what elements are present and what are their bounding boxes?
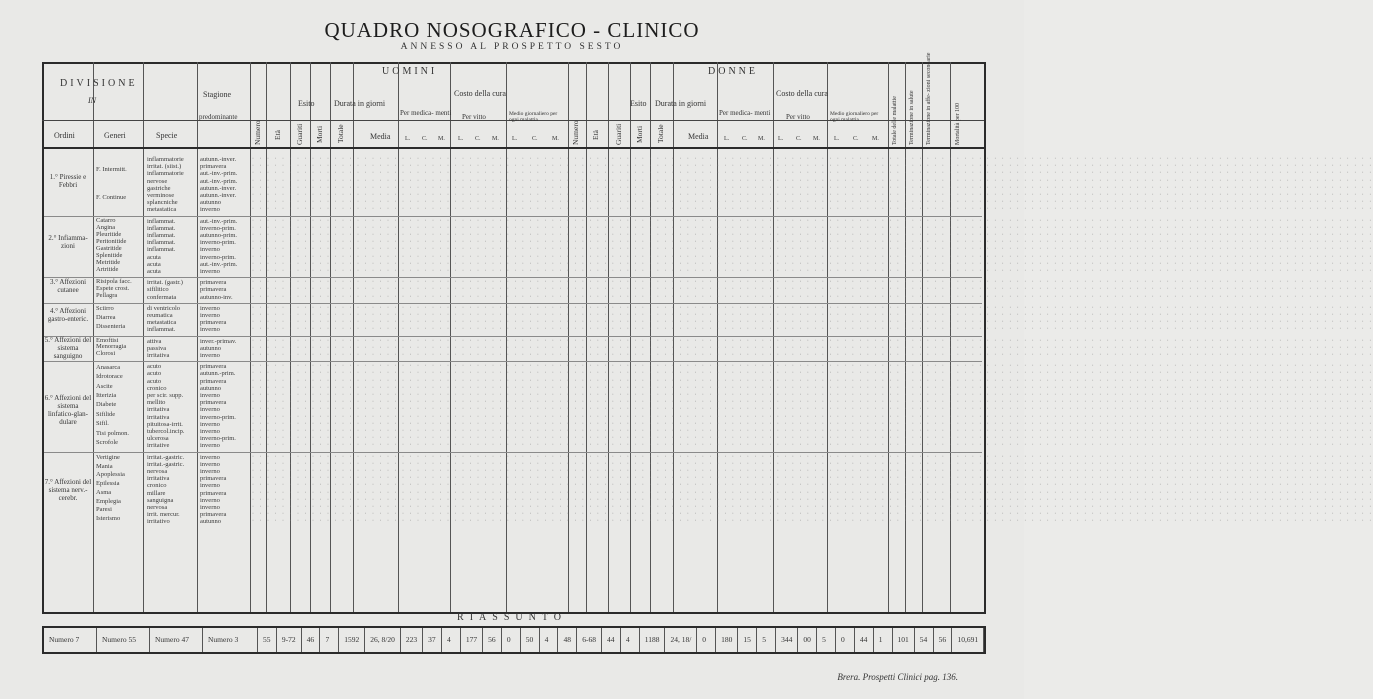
row-dot-leader: · · · · · · · · · · · · · · · · · · · · · · · · · · · · · · · · · · · · · · · · · · · · · · · · · · · · · · · · · · · · · · · · · · · · · · · · · · · · · · · · · · · · · · · · · · · · · · · · · · · · · · · · · · · · · · · · · · · · · · · · · · · · · · · · · · · · · · · · · · · · · · · · · · · · · ·	[252, 518, 1373, 525]
riassunto-cell: 44	[855, 628, 874, 652]
c-header: C.	[853, 136, 859, 142]
genere-label: Ascite	[96, 382, 113, 390]
row-dot-leader: · · · · · · · · · · · · · · · · · · · · · · · · · · · · · · · · · · · · · · · · · · · · · · · · · · · · · · · · · · · · · · · · · · · · · · · · · · · · · · · · · · · · · · · · · · · · · · · · · · · · · · · · · · · · · · · · · · · · · · · · · · · · · · · · · · · · · · · · · · · · · · · · · · · · · ·	[252, 337, 1373, 344]
stagione-label: inverno	[200, 496, 220, 504]
ordine-label: 7.° Affezioni del sistema nerv.-cerebr.	[44, 477, 92, 502]
genere-label: Sifil.	[96, 420, 109, 428]
specie-label: ulcerosa	[147, 435, 169, 443]
riassunto-cell: 56	[934, 628, 953, 652]
riassunto-cell: 6-68	[577, 628, 602, 652]
riassunto-cell: 101	[893, 628, 915, 652]
group-separator	[44, 361, 982, 362]
genere-label: Diabete	[96, 401, 117, 409]
genere-label: Risipola facc.	[96, 278, 132, 286]
specie-label: reumatica	[147, 312, 173, 319]
riassunto-cell: Numero 55	[97, 628, 150, 652]
donne-header: DONNE	[708, 66, 758, 77]
row-dot-leader: · · · · · · · · · · · · · · · · · · · · · · · · · · · · · · · · · · · · · · · · · · · · · · · · · · · · · · · · · · · · · · · · · · · · · · · · · · · · · · · · · · · · · · · · · · · · · · · · · · · · · · · · · · · · · · · · · · · · · · · · · · · · · · · · · · · · · · · · · · · · · · · · · · · · · ·	[252, 489, 1373, 496]
stagione-label: aut.-inv.-prim.	[200, 217, 238, 225]
riassunto-cell: 54	[915, 628, 934, 652]
riassunto-cell: 7	[320, 628, 339, 652]
specie-label: irritativo	[147, 518, 170, 526]
riassunto-cell: 37	[423, 628, 442, 652]
row-dot-leader: · · · · · · · · · · · · · · · · · · · · · · · · · · · · · · · · · · · · · · · · · · · · · · · · · · · · · · · · · · · · · · · · · · · · · · · · · · · · · · · · · · · · · · · · · · · · · · · · · · · · · · · · · · · · · · · · · · · · · · · · · · · · · · · · · · · · · · · · · · · · · · · · · · · · · ·	[252, 260, 1373, 267]
riassunto-cell: 0	[502, 628, 521, 652]
genere-label: Epilessia	[96, 480, 120, 488]
riassunto-label: RIASSUNTO	[457, 612, 567, 623]
specie-label: irritat. (siist.)	[147, 163, 182, 171]
specie-label: irritativa	[147, 352, 170, 359]
l-header: L.	[458, 136, 464, 142]
genere-label: Splenitide	[96, 251, 123, 259]
totale-malattie-header: Totale delle malattie	[892, 96, 898, 145]
medio-header-men: Medio giornaliero per ogni malattia	[509, 111, 558, 123]
c-header: C.	[742, 136, 748, 142]
stagione-label: inverno	[200, 312, 220, 319]
eta-header-men: Età	[273, 130, 282, 140]
specie-label: inflammatorie	[147, 170, 184, 178]
row-dot-leader: · · · · · · · · · · · · · · · · · · · · · · · · · · · · · · · · · · · · · · · · · · · · · · · · · · · · · · · · · · · · · · · · · · · · · · · · · · · · · · · · · · · · · · · · · · · · · · · · · · · · · · · · · · · · · · · · · · · · · · · · · · · · · · · · · · · · · · · · · · · · · · · · · · · · · ·	[252, 246, 1373, 253]
riassunto-cell: 46	[302, 628, 321, 652]
specie-label: inflammat.	[147, 246, 176, 254]
row-dot-leader: · · · · · · · · · · · · · · · · · · · · · · · · · · · · · · · · · · · · · · · · · · · · · · · · · · · · · · · · · · · · · · · · · · · · · · · · · · · · · · · · · · · · · · · · · · · · · · · · · · · · · · · · · · · · · · · · · · · · · · · · · · · · · · · · · · · · · · · · · · · · · · · · · · · · · ·	[252, 170, 1373, 177]
c-header: C.	[796, 136, 802, 142]
specie-label: acuto	[147, 377, 162, 385]
row-dot-leader: · · · · · · · · · · · · · · · · · · · · · · · · · · · · · · · · · · · · · · · · · · · · · · · · · · · · · · · · · · · · · · · · · · · · · · · · · · · · · · · · · · · · · · · · · · · · · · · · · · · · · · · · · · · · · · · · · · · · · · · · · · · · · · · · · · · · · · · · · · · · · · · · · · · · · ·	[252, 206, 1373, 213]
specie-label: irritativa	[147, 475, 170, 483]
specie-label: nervosa	[147, 468, 168, 475]
group-separator	[44, 277, 982, 278]
stagione-label: primavera	[200, 399, 227, 407]
mortalita-header: Mortalità per 100	[955, 103, 961, 145]
row-dot-leader: · · · · · · · · · · · · · · · · · · · · · · · · · · · · · · · · · · · · · · · · · · · · · · · · · · · · · · · · · · · · · · · · · · · · · · · · · · · · · · · · · · · · · · · · · · · · · · · · · · · · · · · · · · · · · · · · · · · · · · · · · · · · · · · · · · · · · · · · · · · · · · · · · · · · · ·	[252, 442, 1373, 449]
stagione-label: primavera	[200, 489, 227, 497]
ordine-label: 6.° Affezioni del sistema linfatico-glan- dulare	[44, 394, 92, 427]
row-dot-leader: · · · · · · · · · · · · · · · · · · · · · · · · · · · · · · · · · · · · · · · · · · · · · · · · · · · · · · · · · · · · · · · · · · · · · · · · · · · · · · · · · · · · · · · · · · · · · · · · · · · · · · · · · · · · · · · · · · · · · · · · · · · · · · · · · · · · · · · · · · · · · · · · · · · · · ·	[252, 420, 1373, 427]
specie-label: metastatica	[147, 319, 177, 327]
m-header: M.	[758, 136, 765, 142]
stagione-label: inverno	[200, 460, 220, 468]
specie-label: irritat.-gastric.	[147, 460, 185, 468]
row-dot-leader: · · · · · · · · · · · · · · · · · · · · · · · · · · · · · · · · · · · · · · · · · · · · · · · · · · · · · · · · · · · · · · · · · · · · · · · · · · · · · · · · · · · · · · · · · · · · · · · · · · · · · · · · · · · · · · · · · · · · · · · · · · · · · · · · · · · · · · · · · · · · · · · · · · · · · ·	[252, 156, 1373, 162]
stagione-label: inverno	[200, 420, 220, 428]
riassunto-cell: 344	[776, 628, 798, 652]
specie-label: sifilitico	[147, 286, 169, 294]
row-dot-leader: · · · · · · · · · · · · · · · · · · · · · · · · · · · · · · · · · · · · · · · · · · · · · · · · · · · · · · · · · · · · · · · · · · · · · · · · · · · · · · · · · · · · · · · · · · · · · · · · · · · · · · · · · · · · · · · · · · · · · · · · · · · · · · · · · · · · · · · · · · · · · · · · · · · · · ·	[252, 217, 1373, 224]
specie-label: attiva	[147, 337, 162, 345]
stagione-label: autunn.-prim.	[200, 370, 236, 378]
costo-header-men: Costo della cura	[454, 89, 506, 98]
stagione-label: inverno	[200, 352, 220, 359]
row-dot-leader: · · · · · · · · · · · · · · · · · · · · · · · · · · · · · · · · · · · · · · · · · · · · · · · · · · · · · · · · · · · · · · · · · · · · · · · · · · · · · · · · · · · · · · · · · · · · · · · · · · · · · · · · · · · · · · · · · · · · · · · · · · · · · · · · · · · · · · · · · · · · · · · · · · · · · ·	[252, 482, 1373, 489]
row-dot-leader: · · · · · · · · · · · · · · · · · · · · · · · · · · · · · · · · · · · · · · · · · · · · · · · · · · · · · · · · · · · · · · · · · · · · · · · · · · · · · · · · · · · · · · · · · · · · · · · · · · · · · · · · · · · · · · · · · · · · · · · · · · · · · · · · · · · · · · · · · · · · · · · · · · · · · ·	[252, 384, 1373, 391]
m-header: M.	[872, 136, 879, 142]
riassunto-row	[42, 626, 986, 654]
morti-header-women: Morti	[635, 125, 644, 143]
specie-label: di ventricolo	[147, 304, 181, 312]
durata-header-women: Durata in giorni	[655, 99, 707, 108]
specie-label: inflammatorie	[147, 156, 184, 163]
specie-label: millare	[147, 489, 166, 497]
page-footer: Brera. Prospetti Clinici pag. 136.	[837, 672, 958, 682]
row-dot-leader: · · · · · · · · · · · · · · · · · · · · · · · · · · · · · · · · · · · · · · · · · · · · · · · · · · · · · · · · · · · · · · · · · · · · · · · · · · · · · · · · · · · · · · · · · · · · · · · · · · · · · · · · · · · · · · · · · · · · · · · · · · · · · · · · · · · · · · · · · · · · · · · · · · · · · ·	[252, 399, 1373, 406]
row-dot-leader: · · · · · · · · · · · · · · · · · · · · · · · · · · · · · · · · · · · · · · · · · · · · · · · · · · · · · · · · · · · · · · · · · · · · · · · · · · · · · · · · · · · · · · · · · · · · · · · · · · · · · · · · · · · · · · · · · · · · · · · · · · · · · · · · · · · · · · · · · · · · · · · · · · · · · ·	[252, 279, 1373, 286]
row-dot-leader: · · · · · · · · · · · · · · · · · · · · · · · · · · · · · · · · · · · · · · · · · · · · · · · · · · · · · · · · · · · · · · · · · · · · · · · · · · · · · · · · · · · · · · · · · · · · · · · · · · · · · · · · · · · · · · · · · · · · · · · · · · · · · · · · · · · · · · · · · · · · · · · · · · · · · ·	[252, 268, 1373, 274]
riassunto-cell: 15	[738, 628, 757, 652]
specie-label: gastriche	[147, 184, 171, 192]
genere-label: Metritide	[96, 258, 121, 266]
row-dot-leader: · · · · · · · · · · · · · · · · · · · · · · · · · · · · · · · · · · · · · · · · · · · · · · · · · · · · · · · · · · · · · · · · · · · · · · · · · · · · · · · · · · · · · · · · · · · · · · · · · · · · · · · · · · · · · · · · · · · · · · · · · · · · · · · · · · · · · · · · · · · · · · · · · · · · · ·	[252, 312, 1373, 318]
stagione-label: inverno	[200, 428, 220, 435]
stagione-label: inverno	[200, 246, 220, 254]
genere-label: Emplegia	[96, 497, 121, 505]
durata-header-men: Durata in giorni	[334, 99, 386, 108]
esito-header-men: Esito	[298, 99, 315, 108]
eta-header-women: Età	[591, 130, 600, 140]
riassunto-cell: 24, 18/	[665, 628, 697, 652]
row-dot-leader: · · · · · · · · · · · · · · · · · · · · · · · · · · · · · · · · · · · · · · · · · · · · · · · · · · · · · · · · · · · · · · · · · · · · · · · · · · · · · · · · · · · · · · · · · · · · · · · · · · · · · · · · · · · · · · · · · · · · · · · · · · · · · · · · · · · · · · · · · · · · · · · · · · · · · ·	[252, 377, 1373, 384]
riassunto-cell: 0	[836, 628, 855, 652]
medio-header-women: Medio giornaliero per ogni malattia	[830, 111, 879, 123]
stagione-label: autunn.-inver.	[200, 184, 237, 192]
row-dot-leader: · · · · · · · · · · · · · · · · · · · · · · · · · · · · · · · · · · · · · · · · · · · · · · · · · · · · · · · · · · · · · · · · · · · · · · · · · · · · · · · · · · · · · · · · · · · · · · · · · · · · · · · · · · · · · · · · · · · · · · · · · · · · · · · · · · · · · · · · · · · · · · · · · · · · · ·	[252, 475, 1373, 482]
stagione-label: primavera	[200, 319, 227, 327]
riassunto-cell: 1188	[640, 628, 666, 652]
l-header: L.	[834, 136, 840, 142]
row-dot-leader: · · · · · · · · · · · · · · · · · · · · · · · · · · · · · · · · · · · · · · · · · · · · · · · · · · · · · · · · · · · · · · · · · · · · · · · · · · · · · · · · · · · · · · · · · · · · · · · · · · · · · · · · · · · · · · · · · · · · · · · · · · · · · · · · · · · · · · · · · · · · · · · · · · · · · ·	[252, 199, 1373, 206]
specie-label: inflammat.	[147, 232, 176, 239]
riassunto-cell: 5	[817, 628, 836, 652]
per-vitto-header-women: Per vitto	[786, 113, 810, 121]
specie-label: metastatica	[147, 206, 177, 214]
row-dot-leader: · · · · · · · · · · · · · · · · · · · · · · · · · · · · · · · · · · · · · · · · · · · · · · · · · · · · · · · · · · · · · · · · · · · · · · · · · · · · · · · · · · · · · · · · · · · · · · · · · · · · · · · · · · · · · · · · · · · · · · · · · · · · · · · · · · · · · · · · · · · · · · · · · · · · · ·	[252, 163, 1373, 170]
stagione-header: Stagione	[203, 90, 231, 99]
riassunto-cell: Numero 47	[150, 628, 203, 652]
stagione-label: inverno	[200, 482, 220, 490]
row-dot-leader: · · · · · · · · · · · · · · · · · · · · · · · · · · · · · · · · · · · · · · · · · · · · · · · · · · · · · · · · · · · · · · · · · · · · · · · · · · · · · · · · · · · · · · · · · · · · · · · · · · · · · · · · · · · · · · · · · · · · · · · · · · · · · · · · · · · · · · · · · · · · · · · · · · · · · ·	[252, 468, 1373, 474]
stagione-label: autunn.-inver.	[200, 192, 237, 199]
genere-label: F. Continue	[96, 193, 127, 201]
riassunto-cell: 48	[558, 628, 577, 652]
ordine-label: 3.° Affezioni cutanee	[49, 278, 87, 294]
group-separator	[44, 303, 982, 304]
in-header: IN	[88, 96, 96, 105]
stagione-label: autunno-prim.	[200, 232, 238, 239]
specie-label: pituitosa-irrit.	[147, 420, 183, 428]
row-dot-leader: · · · · · · · · · · · · · · · · · · · · · · · · · · · · · · · · · · · · · · · · · · · · · · · · · · · · · · · · · · · · · · · · · · · · · · · · · · · · · · · · · · · · · · · · · · · · · · · · · · · · · · · · · · · · · · · · · · · · · · · · · · · · · · · · · · · · · · · · · · · · · · · · · · · · · ·	[252, 352, 1373, 358]
riassunto-cell: 00	[798, 628, 817, 652]
totale-header-women: Totale	[656, 124, 665, 143]
numero-header-men: Numero	[253, 120, 262, 145]
predominante-header: predominante	[199, 113, 238, 121]
stagione-label: inverno	[200, 268, 220, 275]
m-header: M.	[813, 136, 820, 142]
stagione-label: inverno	[200, 326, 220, 334]
row-dot-leader: · · · · · · · · · · · · · · · · · · · · · · · · · · · · · · · · · · · · · · · · · · · · · · · · · · · · · · · · · · · · · · · · · · · · · · · · · · · · · · · · · · · · · · · · · · · · · · · · · · · · · · · · · · · · · · · · · · · · · · · · · · · · · · · · · · · · · · · · · · · · · · · · · · · · · ·	[252, 184, 1373, 191]
column-line	[143, 62, 144, 612]
specie-label: splancniche	[147, 199, 178, 207]
genere-label: Sciirro	[96, 305, 114, 313]
stagione-label: inverno	[200, 468, 220, 475]
genere-label: Pellagra	[96, 291, 118, 299]
ordini-header: Ordini	[54, 131, 75, 140]
stagione-label: primavera	[200, 279, 227, 287]
specie-label: irritativa	[147, 413, 170, 421]
row-dot-leader: · · · · · · · · · · · · · · · · · · · · · · · · · · · · · · · · · · · · · · · · · · · · · · · · · · · · · · · · · · · · · · · · · · · · · · · · · · · · · · · · · · · · · · · · · · · · · · · · · · · · · · · · · · · · · · · · · · · · · · · · · · · · · · · · · · · · · · · · · · · · · · · · · · · · · ·	[252, 239, 1373, 246]
column-line	[93, 62, 94, 612]
guariti-header-men: Guariti	[295, 123, 304, 145]
specie-label: irrit. mercur.	[147, 511, 180, 519]
specie-label: acuto	[147, 363, 162, 371]
l-header: L.	[724, 136, 730, 142]
genere-label: Peritonitide	[96, 237, 127, 245]
stagione-label: autunn.-inver.	[200, 156, 237, 163]
stagione-label: inverno	[200, 392, 220, 399]
specie-label: acuta	[147, 253, 161, 261]
per-medicamenti-header-men: Per medica- menti	[400, 109, 452, 117]
specie-label: irritativa	[147, 406, 170, 414]
specie-label: inflammat.	[147, 217, 176, 225]
stagione-label: inverno-prim.	[200, 224, 236, 232]
generi-header: Generi	[104, 131, 126, 140]
stagione-label: autunno	[200, 518, 221, 526]
group-separator	[44, 336, 982, 337]
row-dot-leader: · · · · · · · · · · · · · · · · · · · · · · · · · · · · · · · · · · · · · · · · · · · · · · · · · · · · · · · · · · · · · · · · · · · · · · · · · · · · · · · · · · · · · · · · · · · · · · · · · · · · · · · · · · · · · · · · · · · · · · · · · · · · · · · · · · · · · · · · · · · · · · · · · · · · · ·	[252, 406, 1373, 413]
l-header: L.	[405, 136, 411, 142]
row-dot-leader: · · · · · · · · · · · · · · · · · · · · · · · · · · · · · · · · · · · · · · · · · · · · · · · · · · · · · · · · · · · · · · · · · · · · · · · · · · · · · · · · · · · · · · · · · · · · · · · · · · · · · · · · · · · · · · · · · · · · · · · · · · · · · · · · · · · · · · · · · · · · · · · · · · · · · ·	[252, 435, 1373, 442]
riassunto-cell: 44	[602, 628, 621, 652]
stagione-label: inverno	[200, 206, 220, 214]
specie-label: confermata	[147, 293, 177, 301]
riassunto-cell: 9-72	[277, 628, 302, 652]
row-dot-leader: · · · · · · · · · · · · · · · · · · · · · · · · · · · · · · · · · · · · · · · · · · · · · · · · · · · · · · · · · · · · · · · · · · · · · · · · · · · · · · · · · · · · · · · · · · · · · · · · · · · · · · · · · · · · · · · · · · · · · · · · · · · · · · · · · · · · · · · · · · · · · · · · · · · · · ·	[252, 253, 1373, 260]
specie-label: sanguigna	[147, 496, 174, 504]
m-header: M.	[438, 136, 445, 142]
specie-label: acuta	[147, 260, 161, 268]
row-dot-leader: · · · · · · · · · · · · · · · · · · · · · · · · · · · · · · · · · · · · · · · · · · · · · · · · · · · · · · · · · · · · · · · · · · · · · · · · · · · · · · · · · · · · · · · · · · · · · · · · · · · · · · · · · · · · · · · · · · · · · · · · · · · · · · · · · · · · · · · · · · · · · · · · · · · · · ·	[252, 177, 1373, 184]
numero-header-women: Numero	[571, 120, 580, 145]
specie-label: verminose	[147, 192, 175, 199]
row-dot-leader: · · · · · · · · · · · · · · · · · · · · · · · · · · · · · · · · · · · · · · · · · · · · · · · · · · · · · · · · · · · · · · · · · · · · · · · · · · · · · · · · · · · · · · · · · · · · · · · · · · · · · · · · · · · · · · · · · · · · · · · · · · · · · · · · · · · · · · · · · · · · · · · · · · · · · ·	[252, 304, 1373, 311]
stagione-label: aut.-inv.-prim.	[200, 177, 238, 185]
row-dot-leader: · · · · · · · · · · · · · · · · · · · · · · · · · · · · · · · · · · · · · · · · · · · · · · · · · · · · · · · · · · · · · · · · · · · · · · · · · · · · · · · · · · · · · · · · · · · · · · · · · · · · · · · · · · · · · · · · · · · · · · · · · · · · · · · · · · · · · · · · · · · · · · · · · · · · · ·	[252, 496, 1373, 503]
genere-label: Clorosi	[96, 349, 116, 357]
row-dot-leader: · · · · · · · · · · · · · · · · · · · · · · · · · · · · · · · · · · · · · · · · · · · · · · · · · · · · · · · · · · · · · · · · · · · · · · · · · · · · · · · · · · · · · · · · · · · · · · · · · · · · · · · · · · · · · · · · · · · · · · · · · · · · · · · · · · · · · · · · · · · · · · · · · · · · · ·	[252, 428, 1373, 434]
column-line	[197, 62, 198, 612]
page-title: QUADRO NOSOGRAFICO - CLINICO	[324, 18, 700, 42]
group-separator	[44, 452, 982, 453]
specie-label: acuta	[147, 268, 161, 275]
stagione-label: primavera	[200, 377, 227, 385]
media-header-women: Media	[688, 132, 709, 141]
genere-label: Gastritide	[96, 244, 122, 252]
per-medicamenti-header-women: Per medica- menti	[719, 109, 771, 117]
stagione-label: inverno-prim.	[200, 435, 236, 443]
uomini-header: UOMINI	[382, 66, 438, 77]
ordine-label: 2.° Infiamma- zioni	[48, 234, 88, 251]
riassunto-cell: 1592	[339, 628, 365, 652]
stagione-label: autunno	[200, 344, 221, 352]
genere-label: Isterismo	[96, 515, 121, 523]
esito-header-women: Esito	[630, 99, 647, 108]
genere-label: Diarrea	[96, 314, 116, 322]
riassunto-cell: 4	[442, 628, 461, 652]
terminazione-salute-header: Terminazione in salute	[909, 90, 915, 145]
c-header: C.	[422, 136, 428, 142]
genere-label: Vertigine	[96, 453, 120, 461]
specie-label: nervose	[147, 177, 168, 185]
riassunto-cell: 26, 8/20	[365, 628, 401, 652]
genere-label: Menorragia	[96, 343, 127, 351]
genere-label: F. Intermitt.	[96, 165, 127, 173]
header-bottom-line	[42, 147, 984, 149]
row-dot-leader: · · · · · · · · · · · · · · · · · · · · · · · · · · · · · · · · · · · · · · · · · · · · · · · · · · · · · · · · · · · · · · · · · · · · · · · · · · · · · · · · · · · · · · · · · · · · · · · · · · · · · · · · · · · · · · · · · · · · · · · · · · · · · · · · · · · · · · · · · · · · · · · · · · · · · ·	[252, 293, 1373, 300]
riassunto-cell: Numero 7	[44, 628, 97, 652]
stagione-label: inverno	[200, 304, 220, 312]
riassunto-cell: 180	[716, 628, 738, 652]
stagione-label: inverno-prim.	[200, 413, 236, 421]
specie-label: per scir. supp.	[147, 392, 184, 399]
m-header: M.	[552, 136, 559, 142]
genere-label: Sifilide	[96, 410, 116, 418]
riassunto-cell: 55	[258, 628, 277, 652]
genere-label: Idrotorace	[96, 373, 123, 381]
genere-label: Mania	[96, 462, 113, 470]
stagione-label: aut.-inv.-prim.	[200, 170, 238, 178]
riassunto-cell: 223	[401, 628, 423, 652]
costo-header-women: Costo della cura	[776, 89, 828, 98]
row-dot-leader: · · · · · · · · · · · · · · · · · · · · · · · · · · · · · · · · · · · · · · · · · · · · · · · · · · · · · · · · · · · · · · · · · · · · · · · · · · · · · · · · · · · · · · · · · · · · · · · · · · · · · · · · · · · · · · · · · · · · · · · · · · · · · · · · · · · · · · · · · · · · · · · · · · · · · ·	[252, 344, 1373, 351]
stagione-label: inverno	[200, 504, 220, 511]
stagione-label: primavera	[200, 286, 227, 294]
ordine-label: 4.° Affezioni gastro-enteric.	[47, 307, 89, 324]
totale-header-men: Totale	[336, 124, 345, 143]
specie-header: Specie	[156, 131, 178, 140]
stagione-label: primavera	[200, 363, 227, 371]
riassunto-cell: 56	[483, 628, 502, 652]
specie-label: inflammat.	[147, 326, 176, 334]
riassunto-cell: 177	[461, 628, 483, 652]
genere-label: Anasarca	[96, 363, 121, 371]
specie-label: irritative	[147, 442, 170, 450]
specie-label: passiva	[147, 344, 167, 352]
row-dot-leader: · · · · · · · · · · · · · · · · · · · · · · · · · · · · · · · · · · · · · · · · · · · · · · · · · · · · · · · · · · · · · · · · · · · · · · · · · · · · · · · · · · · · · · · · · · · · · · · · · · · · · · · · · · · · · · · · · · · · · · · · · · · · · · · · · · · · · · · · · · · · · · · · · · · · · ·	[252, 326, 1373, 333]
specie-label: irritat. (gastr.)	[147, 279, 183, 287]
row-dot-leader: · · · · · · · · · · · · · · · · · · · · · · · · · · · · · · · · · · · · · · · · · · · · · · · · · · · · · · · · · · · · · · · · · · · · · · · · · · · · · · · · · · · · · · · · · · · · · · · · · · · · · · · · · · · · · · · · · · · · · · · · · · · · · · · · · · · · · · · · · · · · · · · · · · · · · ·	[252, 192, 1373, 198]
row-dot-leader: · · · · · · · · · · · · · · · · · · · · · · · · · · · · · · · · · · · · · · · · · · · · · · · · · · · · · · · · · · · · · · · · · · · · · · · · · · · · · · · · · · · · · · · · · · · · · · · · · · · · · · · · · · · · · · · · · · · · · · · · · · · · · · · · · · · · · · · · · · · · · · · · · · · · · ·	[252, 504, 1373, 510]
guariti-header-women: Guariti	[614, 123, 623, 145]
group-separator	[44, 216, 982, 217]
row-dot-leader: · · · · · · · · · · · · · · · · · · · · · · · · · · · · · · · · · · · · · · · · · · · · · · · · · · · · · · · · · · · · · · · · · · · · · · · · · · · · · · · · · · · · · · · · · · · · · · · · · · · · · · · · · · · · · · · · · · · · · · · · · · · · · · · · · · · · · · · · · · · · · · · · · · · · · ·	[252, 392, 1373, 398]
row-dot-leader: · · · · · · · · · · · · · · · · · · · · · · · · · · · · · · · · · · · · · · · · · · · · · · · · · · · · · · · · · · · · · · · · · · · · · · · · · · · · · · · · · · · · · · · · · · · · · · · · · · · · · · · · · · · · · · · · · · · · · · · · · · · · · · · · · · · · · · · · · · · · · · · · · · · · · ·	[252, 286, 1373, 293]
row-dot-leader: · · · · · · · · · · · · · · · · · · · · · · · · · · · · · · · · · · · · · · · · · · · · · · · · · · · · · · · · · · · · · · · · · · · · · · · · · · · · · · · · · · · · · · · · · · · · · · · · · · · · · · · · · · · · · · · · · · · · · · · · · · · · · · · · · · · · · · · · · · · · · · · · · · · · · ·	[252, 370, 1373, 377]
riassunto-cell: 10,691	[952, 628, 984, 652]
genere-label: Pleuritide	[96, 230, 122, 238]
stagione-label: primavera	[200, 511, 227, 519]
specie-label: inflammat.	[147, 224, 176, 232]
riassunto-cell: 4	[540, 628, 559, 652]
genere-label: Asma	[96, 488, 112, 496]
row-dot-leader: · · · · · · · · · · · · · · · · · · · · · · · · · · · · · · · · · · · · · · · · · · · · · · · · · · · · · · · · · · · · · · · · · · · · · · · · · · · · · · · · · · · · · · · · · · · · · · · · · · · · · · · · · · · · · · · · · · · · · · · · · · · · · · · · · · · · · · · · · · · · · · · · · · · · · ·	[252, 413, 1373, 420]
stagione-label: inverno-prim.	[200, 239, 236, 247]
genere-label: Angina	[96, 224, 116, 232]
genere-label: Dissenteria	[96, 323, 126, 331]
per-vitto-header-men: Per vitto	[462, 113, 486, 121]
specie-label: cronico	[147, 384, 167, 392]
riassunto-cell: 50	[521, 628, 540, 652]
riassunto-cell: 1	[874, 628, 893, 652]
stagione-label: inverno	[200, 453, 220, 461]
c-header: C.	[475, 136, 481, 142]
terminazione-affezioni-header: Terminazione in affe- zioni secondarie	[926, 52, 932, 145]
ordine-label: 5.° Affezioni del sistema sanguigno	[44, 336, 92, 361]
row-dot-leader: · · · · · · · · · · · · · · · · · · · · · · · · · · · · · · · · · · · · · · · · · · · · · · · · · · · · · · · · · · · · · · · · · · · · · · · · · · · · · · · · · · · · · · · · · · · · · · · · · · · · · · · · · · · · · · · · · · · · · · · · · · · · · · · · · · · · · · · · · · · · · · · · · · · · · ·	[252, 224, 1373, 231]
stagione-label: inverno-prim.	[200, 253, 236, 261]
row-dot-leader: · · · · · · · · · · · · · · · · · · · · · · · · · · · · · · · · · · · · · · · · · · · · · · · · · · · · · · · · · · · · · · · · · · · · · · · · · · · · · · · · · · · · · · · · · · · · · · · · · · · · · · · · · · · · · · · · · · · · · · · · · · · · · · · · · · · · · · · · · · · · · · · · · · · · · ·	[252, 460, 1373, 467]
ordine-label: 1.° Piressie e Febbri	[49, 172, 87, 189]
row-dot-leader: · · · · · · · · · · · · · · · · · · · · · · · · · · · · · · · · · · · · · · · · · · · · · · · · · · · · · · · · · · · · · · · · · · · · · · · · · · · · · · · · · · · · · · · · · · · · · · · · · · · · · · · · · · · · · · · · · · · · · · · · · · · · · · · · · · · · · · · · · · · · · · · · · · · · · ·	[252, 363, 1373, 370]
specie-label: nervosa	[147, 504, 168, 511]
riassunto-cell: 5	[757, 628, 776, 652]
riassunto-cell: 4	[621, 628, 640, 652]
riassunto-cell: Numero 3	[203, 628, 258, 652]
genere-label: Apoplessia	[96, 471, 125, 479]
column-line	[250, 62, 251, 612]
specie-label: tubercol.incip.	[147, 428, 185, 435]
row-dot-leader: · · · · · · · · · · · · · · · · · · · · · · · · · · · · · · · · · · · · · · · · · · · · · · · · · · · · · · · · · · · · · · · · · · · · · · · · · · · · · · · · · · · · · · · · · · · · · · · · · · · · · · · · · · · · · · · · · · · · · · · · · · · · · · · · · · · · · · · · · · · · · · · · · · · · · ·	[252, 319, 1373, 326]
stagione-label: autunno	[200, 199, 221, 207]
row-dot-leader: · · · · · · · · · · · · · · · · · · · · · · · · · · · · · · · · · · · · · · · · · · · · · · · · · · · · · · · · · · · · · · · · · · · · · · · · · · · · · · · · · · · · · · · · · · · · · · · · · · · · · · · · · · · · · · · · · · · · · · · · · · · · · · · · · · · · · · · · · · · · · · · · · · · · · ·	[252, 232, 1373, 238]
specie-label: irritat.-gastric.	[147, 453, 185, 461]
genere-label: Artritide	[96, 265, 119, 273]
morti-header-men: Morti	[315, 125, 324, 143]
specie-label: cronico	[147, 482, 167, 490]
row-dot-leader: · · · · · · · · · · · · · · · · · · · · · · · · · · · · · · · · · · · · · · · · · · · · · · · · · · · · · · · · · · · · · · · · · · · · · · · · · · · · · · · · · · · · · · · · · · · · · · · · · · · · · · · · · · · · · · · · · · · · · · · · · · · · · · · · · · · · · · · · · · · · · · · · · · · · · ·	[252, 453, 1373, 460]
l-header: L.	[778, 136, 784, 142]
stagione-label: inverno	[200, 442, 220, 450]
row-dot-leader: · · · · · · · · · · · · · · · · · · · · · · · · · · · · · · · · · · · · · · · · · · · · · · · · · · · · · · · · · · · · · · · · · · · · · · · · · · · · · · · · · · · · · · · · · · · · · · · · · · · · · · · · · · · · · · · · · · · · · · · · · · · · · · · · · · · · · · · · · · · · · · · · · · · · · ·	[252, 511, 1373, 518]
page-subtitle: ANNESSO AL PROSPETTO SESTO	[400, 42, 624, 52]
genere-label: Espete crost.	[96, 285, 130, 292]
stagione-label: inver.-primav.	[200, 337, 237, 345]
genere-label: Tisi polmon.	[96, 429, 129, 437]
stagione-label: primavera	[200, 475, 227, 483]
specie-label: mellito	[147, 399, 166, 407]
genere-label: Paresi	[96, 506, 112, 514]
media-header-men: Media	[370, 132, 391, 141]
divisione-header: DIVISIONE	[60, 78, 138, 89]
genere-label: Itterizia	[96, 392, 117, 400]
specie-label: inflammat.	[147, 239, 176, 247]
stagione-label: primavera	[200, 163, 227, 171]
genere-label: Scrofole	[96, 438, 119, 446]
stagione-label: aut.-inv.-prim.	[200, 260, 238, 268]
l-header: L.	[512, 136, 518, 142]
c-header: C.	[532, 136, 538, 142]
stagione-label: autunno	[200, 384, 221, 392]
genere-label: Catarro	[96, 217, 116, 225]
riassunto-cell: 0	[697, 628, 716, 652]
m-header: M.	[492, 136, 499, 142]
stagione-label: autunno-inv.	[200, 293, 233, 301]
specie-label: acuto	[147, 370, 162, 378]
genere-label: Emoftisi	[96, 336, 119, 344]
stagione-label: inverno	[200, 406, 220, 414]
